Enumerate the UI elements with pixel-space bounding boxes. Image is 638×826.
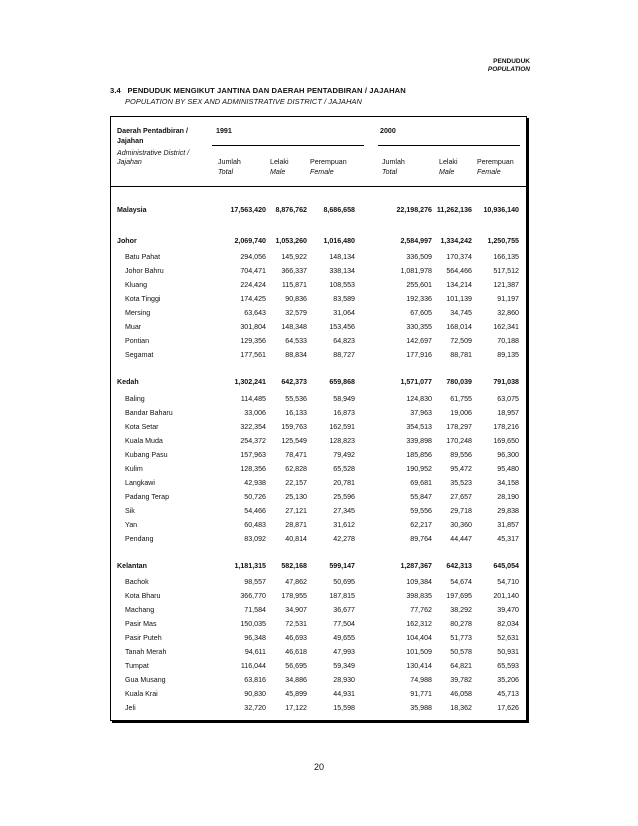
- district-name: Segamat: [125, 351, 154, 359]
- table-cell: 15,598: [333, 704, 355, 712]
- table-cell: 1,334,242: [440, 237, 472, 245]
- district-name: Kota Bharu: [125, 592, 161, 600]
- table-cell: 49,655: [333, 634, 355, 642]
- table-cell: 31,612: [333, 521, 355, 529]
- table-cell: 354,513: [406, 423, 432, 431]
- table-cell: 31,064: [333, 309, 355, 317]
- table-cell: 166,135: [493, 253, 519, 261]
- district-name: Kulim: [125, 465, 143, 473]
- table-cell: 44,931: [333, 690, 355, 698]
- table-cell: 50,695: [333, 578, 355, 586]
- table-cell: 2,584,997: [400, 237, 432, 245]
- table-cell: 50,726: [244, 493, 266, 501]
- table-cell: 29,718: [450, 507, 472, 515]
- table-cell: 77,762: [410, 606, 432, 614]
- table-cell: 88,834: [285, 351, 307, 359]
- table-cell: 129,356: [240, 337, 266, 345]
- table-cell: 2,069,740: [234, 237, 266, 245]
- district-name: Kuala Krai: [125, 690, 158, 698]
- table-cell: 17,626: [497, 704, 519, 712]
- district-name: Kuala Muda: [125, 437, 163, 445]
- table-cell: 39,470: [497, 606, 519, 614]
- page-number: 20: [313, 762, 324, 772]
- table-cell: 322,354: [240, 423, 266, 431]
- table-cell: 63,075: [497, 395, 519, 403]
- table-cell: 121,387: [493, 281, 519, 289]
- district-name: Tanah Merah: [125, 648, 167, 656]
- table-cell: 27,657: [450, 493, 472, 501]
- table-cell: 27,345: [333, 507, 355, 515]
- table-cell: 170,374: [446, 253, 472, 261]
- table-cell: 98,557: [244, 578, 266, 586]
- table-cell: 65,528: [333, 465, 355, 473]
- table-cell: 18,362: [450, 704, 472, 712]
- table-cell: 25,596: [333, 493, 355, 501]
- table-cell: 33,006: [244, 409, 266, 417]
- table-cell: 128,356: [240, 465, 266, 473]
- table-cell: 142,697: [406, 337, 432, 345]
- table-cell: 79,492: [333, 451, 355, 459]
- table-cell: 45,713: [497, 690, 519, 698]
- table-cell: 32,579: [285, 309, 307, 317]
- col-district-en-2: Jajahan: [117, 158, 142, 166]
- table-cell: 101,139: [446, 295, 472, 303]
- header-rule: [110, 186, 527, 187]
- table-cell: 78,471: [285, 451, 307, 459]
- table-cell: 28,871: [285, 521, 307, 529]
- table-cell: 659,868: [329, 378, 355, 386]
- table-cell: 42,278: [333, 535, 355, 543]
- table-cell: 52,631: [497, 634, 519, 642]
- table-cell: 187,815: [329, 592, 355, 600]
- table-cell: 16,133: [285, 409, 307, 417]
- table-cell: 70,188: [497, 337, 519, 345]
- table-cell: 34,907: [285, 606, 307, 614]
- table-cell: 32,720: [244, 704, 266, 712]
- table-cell: 366,337: [281, 267, 307, 275]
- table-title-en: POPULATION BY SEX AND ADMINISTRATIVE DISTRICT / JAJAHAN: [125, 97, 362, 106]
- table-cell: 162,312: [406, 620, 432, 628]
- table-cell: 780,039: [446, 378, 472, 386]
- table-cell: 148,134: [329, 253, 355, 261]
- table-cell: 255,601: [406, 281, 432, 289]
- district-name: Tumpat: [125, 662, 149, 670]
- table-cell: 55,536: [285, 395, 307, 403]
- table-cell: 116,044: [240, 662, 266, 670]
- table-cell: 301,804: [240, 323, 266, 331]
- table-cell: 34,886: [285, 676, 307, 684]
- running-header: [488, 58, 530, 74]
- table-cell: 1,250,755: [487, 237, 519, 245]
- table-cell: 71,584: [244, 606, 266, 614]
- table-cell: 59,556: [410, 507, 432, 515]
- district-name: Bachok: [125, 578, 149, 586]
- table-cell: 20,781: [333, 479, 355, 487]
- table-cell: 74,988: [410, 676, 432, 684]
- table-cell: 704,471: [240, 267, 266, 275]
- table-cell: 564,466: [446, 267, 472, 275]
- district-name: Kluang: [125, 281, 148, 289]
- col-total-1991-ms: Jumlah: [218, 158, 241, 166]
- table-cell: 64,823: [333, 337, 355, 345]
- district-name: Yan: [125, 521, 138, 529]
- district-name: Pontian: [125, 337, 150, 345]
- table-cell: 63,643: [244, 309, 266, 317]
- table-cell: 38,292: [450, 606, 472, 614]
- table-cell: 645,054: [493, 562, 519, 570]
- table-cell: 178,955: [281, 592, 307, 600]
- table-cell: 69,681: [410, 479, 432, 487]
- table-cell: 82,034: [497, 620, 519, 628]
- year-1991-rule: [212, 145, 364, 146]
- table-cell: 104,404: [406, 634, 432, 642]
- header-title-en: POPULATION: [487, 66, 530, 73]
- table-cell: 101,509: [406, 648, 432, 656]
- table-cell: 35,523: [450, 479, 472, 487]
- table-cell: 88,781: [450, 351, 472, 359]
- district-name: Pasir Puteh: [125, 634, 162, 642]
- table-cell: 330,355: [406, 323, 432, 331]
- district-name: Kota Tinggi: [125, 295, 161, 303]
- district-name: Pasir Mas: [125, 620, 157, 628]
- table-cell: 60,483: [244, 521, 266, 529]
- table-cell: 29,838: [497, 507, 519, 515]
- table-cell: 54,466: [244, 507, 266, 515]
- table-cell: 72,531: [285, 620, 307, 628]
- table-cell: 83,092: [244, 535, 266, 543]
- table-cell: 32,860: [497, 309, 519, 317]
- region-name: Kelantan: [117, 562, 147, 570]
- table-cell: 22,157: [285, 479, 307, 487]
- table-cell: 190,952: [406, 465, 432, 473]
- table-cell: 17,563,420: [230, 206, 266, 214]
- table-cell: 170,248: [446, 437, 472, 445]
- table-cell: 50,578: [450, 648, 472, 656]
- table-cell: 62,828: [285, 465, 307, 473]
- table-cell: 398,835: [406, 592, 432, 600]
- table-cell: 62,217: [410, 521, 432, 529]
- col-female-1991-en: Female: [310, 168, 334, 176]
- table-cell: 40,814: [285, 535, 307, 543]
- table-cell: 108,553: [329, 281, 355, 289]
- table-cell: 58,949: [333, 395, 355, 403]
- district-name: Padang Terap: [125, 493, 170, 501]
- district-name: Johor Bahru: [125, 267, 164, 275]
- table-cell: 16,873: [333, 409, 355, 417]
- col-district-ms-2: Jajahan: [117, 137, 144, 145]
- table-cell: 72,509: [450, 337, 472, 345]
- table-cell: 39,782: [450, 676, 472, 684]
- table-cell: 42,938: [244, 479, 266, 487]
- table-cell: 185,856: [406, 451, 432, 459]
- table-cell: 46,693: [285, 634, 307, 642]
- district-name: Gua Musang: [125, 676, 166, 684]
- district-name: Machang: [125, 606, 155, 614]
- table-cell: 91,771: [410, 690, 432, 698]
- col-total-1991-en: Total: [218, 168, 234, 176]
- table-cell: 65,593: [497, 662, 519, 670]
- table-title: [110, 86, 406, 95]
- table-cell: 22,198,276: [396, 206, 432, 214]
- table-cell: 336,509: [406, 253, 432, 261]
- table-cell: 17,122: [285, 704, 307, 712]
- table-cell: 130,414: [406, 662, 432, 670]
- table-cell: 157,963: [240, 451, 266, 459]
- table-cell: 89,556: [450, 451, 472, 459]
- table-cell: 64,533: [285, 337, 307, 345]
- table-cell: 197,695: [446, 592, 472, 600]
- table-cell: 254,372: [240, 437, 266, 445]
- table-cell: 47,993: [333, 648, 355, 656]
- table-cell: 1,287,367: [400, 562, 432, 570]
- table-cell: 162,591: [329, 423, 355, 431]
- table-cell: 30,360: [450, 521, 472, 529]
- table-cell: 224,424: [240, 281, 266, 289]
- table-cell: 77,504: [333, 620, 355, 628]
- table-cell: 642,313: [446, 562, 472, 570]
- table-cell: 55,847: [410, 493, 432, 501]
- table-cell: 125,549: [281, 437, 307, 445]
- table-cell: 338,134: [329, 267, 355, 275]
- table-cell: 64,821: [450, 662, 472, 670]
- table-cell: 96,348: [244, 634, 266, 642]
- table-cell: 169,650: [493, 437, 519, 445]
- table-cell: 50,931: [497, 648, 519, 656]
- table-cell: 366,770: [240, 592, 266, 600]
- district-name: Pendang: [125, 535, 154, 543]
- table-cell: 28,190: [497, 493, 519, 501]
- table-cell: 1,016,480: [323, 237, 355, 245]
- table-cell: 31,857: [497, 521, 519, 529]
- col-male-1991-en: Male: [270, 168, 286, 176]
- district-name: Kota Setar: [125, 423, 159, 431]
- region-name: Malaysia: [117, 206, 147, 214]
- header-title-ms: PENDUDUK: [493, 58, 530, 65]
- col-district-ms-1: Daerah Pentadbiran /: [117, 127, 188, 135]
- district-name: Batu Pahat: [125, 253, 161, 261]
- col-female-2000-ms: Perempuan: [477, 158, 514, 166]
- col-district-en-1: Administrative District /: [117, 149, 190, 157]
- table-cell: 54,710: [497, 578, 519, 586]
- table-cell: 61,755: [450, 395, 472, 403]
- region-name: Kedah: [117, 378, 139, 386]
- table-cell: 8,686,658: [323, 206, 355, 214]
- table-cell: 1,181,315: [234, 562, 266, 570]
- table-cell: 96,300: [497, 451, 519, 459]
- table-cell: 90,830: [244, 690, 266, 698]
- table-cell: 36,677: [333, 606, 355, 614]
- table-cell: 95,480: [497, 465, 519, 473]
- table-cell: 51,773: [450, 634, 472, 642]
- table-cell: 148,348: [281, 323, 307, 331]
- table-cell: 11,262,136: [436, 206, 472, 214]
- table-cell: 45,899: [285, 690, 307, 698]
- table-cell: 91,197: [497, 295, 519, 303]
- table-cell: 95,472: [450, 465, 472, 473]
- table-cell: 124,830: [406, 395, 432, 403]
- table-cell: 34,158: [497, 479, 519, 487]
- col-male-1991-ms: Lelaki: [270, 158, 289, 166]
- district-name: Mersing: [125, 309, 151, 317]
- table-cell: 642,373: [281, 378, 307, 386]
- table-cell: 150,035: [240, 620, 266, 628]
- table-cell: 18,957: [497, 409, 519, 417]
- col-female-1991-ms: Perempuan: [310, 158, 347, 166]
- table-cell: 791,038: [493, 378, 519, 386]
- table-number: 3.4: [110, 86, 121, 95]
- district-name: Bandar Baharu: [125, 409, 173, 417]
- table-cell: 35,988: [410, 704, 432, 712]
- district-name: Sik: [125, 507, 135, 515]
- table-cell: 46,618: [285, 648, 307, 656]
- col-total-2000-ms: Jumlah: [382, 158, 405, 166]
- table-cell: 517,512: [493, 267, 519, 275]
- table-cell: 174,425: [240, 295, 266, 303]
- col-male-2000-en: Male: [439, 168, 455, 176]
- table-cell: 47,862: [285, 578, 307, 586]
- table-cell: 89,135: [497, 351, 519, 359]
- table-cell: 145,922: [281, 253, 307, 261]
- table-cell: 83,589: [333, 295, 355, 303]
- table-cell: 1,571,077: [400, 378, 432, 386]
- table-cell: 109,384: [406, 578, 432, 586]
- table-cell: 201,140: [493, 592, 519, 600]
- table-cell: 177,916: [406, 351, 432, 359]
- table-cell: 1,081,978: [400, 267, 432, 275]
- region-name: Johor: [117, 237, 137, 245]
- table-cell: 159,763: [281, 423, 307, 431]
- table-cell: 128,823: [329, 437, 355, 445]
- table-cell: 599,147: [329, 562, 355, 570]
- year-2000-rule: [378, 145, 520, 146]
- table-cell: 134,214: [446, 281, 472, 289]
- table-cell: 153,456: [329, 323, 355, 331]
- table-cell: 19,006: [450, 409, 472, 417]
- table-cell: 177,561: [240, 351, 266, 359]
- table-cell: 27,121: [285, 507, 307, 515]
- table-cell: 90,836: [285, 295, 307, 303]
- table-cell: 192,336: [406, 295, 432, 303]
- table-cell: 80,278: [450, 620, 472, 628]
- table-cell: 89,764: [410, 535, 432, 543]
- table-cell: 88,727: [333, 351, 355, 359]
- table-cell: 178,297: [446, 423, 472, 431]
- district-name: Jeli: [125, 704, 136, 712]
- table-cell: 59,349: [333, 662, 355, 670]
- table-cell: 25,130: [285, 493, 307, 501]
- table-cell: 45,317: [497, 535, 519, 543]
- table-cell: 10,936,140: [483, 206, 519, 214]
- district-name: Kubang Pasu: [125, 451, 168, 459]
- table-cell: 35,206: [497, 676, 519, 684]
- table-cell: 46,058: [450, 690, 472, 698]
- table-cell: 168,014: [446, 323, 472, 331]
- table-cell: 582,168: [281, 562, 307, 570]
- col-total-2000-en: Total: [382, 168, 398, 176]
- table-cell: 294,056: [240, 253, 266, 261]
- col-year-2000: 2000: [380, 127, 396, 135]
- table-cell: 162,341: [493, 323, 519, 331]
- table-cell: 115,871: [281, 281, 307, 289]
- table-cell: 94,611: [244, 648, 266, 656]
- table-cell: 8,876,762: [275, 206, 307, 214]
- table-cell: 56,695: [285, 662, 307, 670]
- table-cell: 1,302,241: [234, 378, 266, 386]
- table-title-ms: PENDUDUK MENGIKUT JANTINA DAN DAERAH PENTADBIRAN / JAJAHAN: [127, 86, 406, 95]
- table-cell: 63,816: [244, 676, 266, 684]
- table-cell: 178,216: [493, 423, 519, 431]
- col-year-1991: 1991: [216, 127, 232, 135]
- table-cell: 54,674: [450, 578, 472, 586]
- col-male-2000-ms: Lelaki: [439, 158, 458, 166]
- table-cell: 339,898: [406, 437, 432, 445]
- col-female-2000-en: Female: [477, 168, 501, 176]
- table-cell: 28,930: [333, 676, 355, 684]
- district-name: Baling: [125, 395, 145, 403]
- table-cell: 67,605: [410, 309, 432, 317]
- district-name: Langkawi: [125, 479, 155, 487]
- table-cell: 37,963: [410, 409, 432, 417]
- table-cell: 114,485: [240, 395, 266, 403]
- table-cell: 1,053,260: [275, 237, 307, 245]
- table-cell: 34,745: [450, 309, 472, 317]
- table-cell: 44,447: [450, 535, 472, 543]
- district-name: Muar: [125, 323, 142, 331]
